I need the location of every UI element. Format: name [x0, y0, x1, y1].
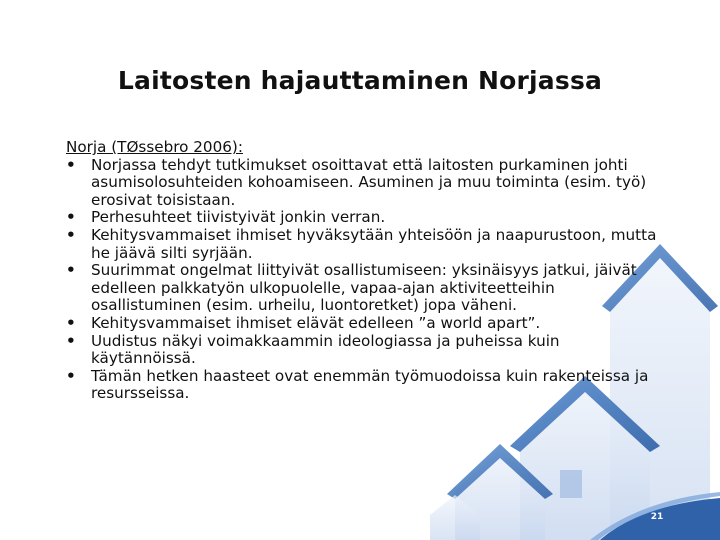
slide-body: [66, 139, 666, 403]
slide-title: Laitosten hajauttaminen Norjassa: [117, 66, 603, 95]
bullet-item: • Suurimmat ongelmat liittyivät osallistumiseen: yksinäisyys jatkui, jäivät edelleen palkkatyön ulkopuolelle, vapaa-ajan aktiviteetteihin osallistuminen (esim. urheilu, luontoretket) jopa väheni.: [66, 262, 666, 315]
page-number: 21: [650, 512, 664, 522]
section-heading: Norja (TØssebro 2006):: [66, 138, 243, 156]
bullet-item: • Kehitysvammaiset ihmiset elävät edelleen ”a world apart”.: [66, 315, 666, 333]
bullet-item: • Uudistus näkyi voimakkaammin ideologiassa ja puheissa kuin käytännöissä.: [66, 333, 666, 368]
bullet-item: • Norjassa tehdyt tutkimukset osoittavat että laitosten purkaminen johti asumisolosuhteiden kohoamiseen. Asuminen ja muu toiminta (esim. työ) erosivat toisistaan.: [66, 157, 666, 210]
bullet-list: [66, 157, 666, 403]
bullet-item: • Perhesuhteet tiivistyivät jonkin verran.: [66, 209, 666, 227]
bullet-item: • Tämän hetken haasteet ovat enemmän työmuodoissa kuin rakenteissa ja resursseissa.: [66, 368, 666, 403]
bullet-item: • Kehitysvammaiset ihmiset hyväksytään yhteisöön ja naapurustoon, mutta he jäävä silti syrjään.: [66, 227, 666, 262]
